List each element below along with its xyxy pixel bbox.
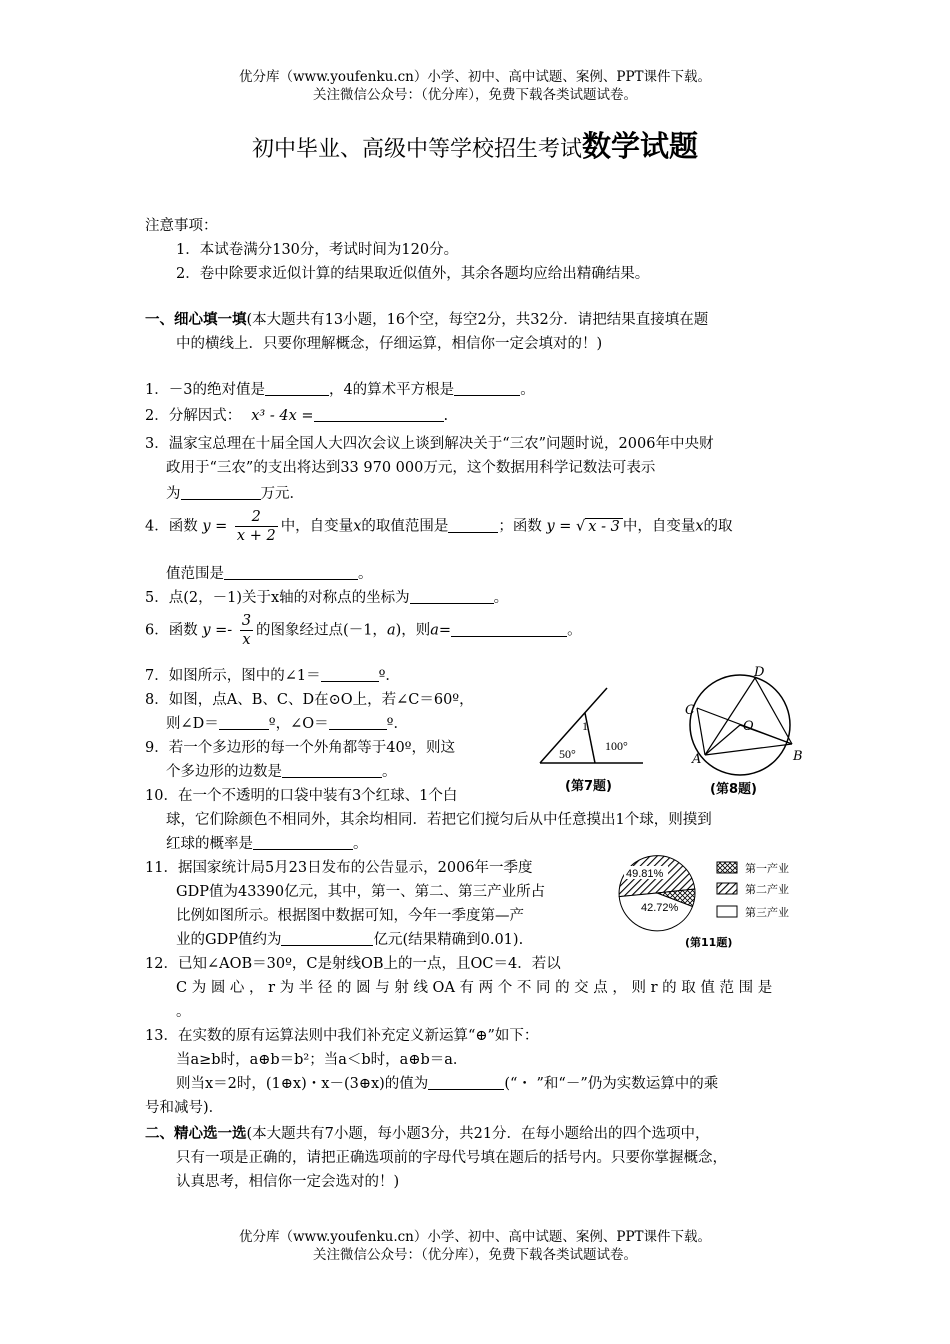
q4-denominator: x + 2 bbox=[236, 528, 276, 544]
q4-text-f: 的取 bbox=[703, 518, 733, 535]
q4-line2 bbox=[166, 564, 373, 584]
note-item-1: 1．本试卷满分130分，考试时间为120分。 bbox=[176, 242, 459, 258]
q9-line1: 9．若一个多边形的每一个外角都等于40º，则这 bbox=[145, 740, 455, 756]
q4-text-a: 4．函数 bbox=[145, 518, 198, 535]
section1-desc1: (本大题共有13小题，16个空，每空2分，共32分．请把结果直接填在题 bbox=[246, 312, 709, 328]
q4-text-d: ；函数 bbox=[498, 518, 542, 535]
question-1 bbox=[145, 380, 535, 400]
q11-line1: 11．据国家统计局5月23日发布的公告显示，2006年一季度 bbox=[145, 860, 533, 876]
q11-text-b: 亿元(结果精确到0.01). bbox=[373, 932, 524, 948]
q8-text-c: º． bbox=[386, 716, 408, 732]
section1-desc2: 中的横线上．只要你理解概念，仔细运算，相信你一定会填对的！) bbox=[176, 336, 603, 352]
legend-swatch-tertiary bbox=[717, 906, 737, 917]
q13-line1: 13．在实数的原有运算法则中我们补充定义新运算“⊕”如下： bbox=[145, 1028, 539, 1044]
footer-line-2: 关注微信公众号：（优分库），免费下载各类试题试卷。 bbox=[313, 1247, 637, 1263]
q8-line2 bbox=[166, 714, 408, 734]
q13-line2: 当a≥b时，a⊕b＝b²；当a＜b时，a⊕b＝a． bbox=[176, 1052, 468, 1068]
fig8-label-c: C bbox=[685, 703, 695, 718]
header-line-2: 关注微信公众号：（优分库），免费下载各类试题试卷。 bbox=[313, 87, 637, 103]
legend-swatch-primary bbox=[717, 862, 737, 873]
q7-end: º． bbox=[378, 668, 400, 684]
q4-line2-text: 值范围是 bbox=[166, 566, 224, 582]
q4-fraction bbox=[235, 508, 278, 545]
pie-label-42: 42.72% bbox=[641, 902, 679, 914]
legend-tertiary: 第三产业 bbox=[745, 906, 789, 919]
section1-heading: 一、细心填一填 bbox=[145, 311, 247, 328]
q6-a2-symbol: a bbox=[430, 622, 439, 639]
fig11-caption: (第11题) bbox=[685, 936, 733, 949]
q11-blank[interactable] bbox=[281, 931, 373, 946]
q13-text-a: 则当x＝2时，(1⊕x)・x－(3⊕x)的值为 bbox=[176, 1076, 429, 1092]
q10-line3 bbox=[166, 834, 368, 854]
q10-text-b: 。 bbox=[353, 836, 368, 852]
q13-text-b: (“・ ”和“－”仍为实数运算中的乘 bbox=[504, 1076, 719, 1092]
fig7-angle-1: 1 bbox=[582, 719, 588, 733]
figure-8 bbox=[680, 660, 820, 800]
fig8-label-b: B bbox=[793, 749, 803, 764]
q6-denominator: x bbox=[242, 632, 251, 648]
q3-blank[interactable] bbox=[181, 485, 261, 500]
fig8-caption: (第8题) bbox=[710, 782, 757, 797]
section2-heading: 二、精心选一选 bbox=[145, 1125, 247, 1142]
q9-line2 bbox=[166, 762, 397, 782]
q4-radicand: x - 3 bbox=[585, 518, 623, 535]
section2-desc3: 认真思考，相信你一定会选对的！) bbox=[176, 1174, 400, 1190]
q12-line2: C 为 圆 心 ， r 为 半 径 的 圆 与 射 线 OA 有 两 个 不 同 的 交 点 ， 则 r 的 取 值 范 围 是 bbox=[176, 980, 773, 996]
q11-line4 bbox=[176, 930, 523, 950]
fig7-angle-50: 50° bbox=[559, 747, 576, 761]
fig8-label-a: A bbox=[692, 752, 702, 767]
fig8-label-o: O bbox=[743, 719, 754, 734]
header-line-1: 优分库（www.youfenku.cn）小学、初中、高中试题、案例、PPT课件下载。 bbox=[238, 69, 712, 85]
q4-line2-end: 。 bbox=[358, 566, 373, 582]
section2-line1 bbox=[145, 1124, 710, 1144]
notes-heading: 注意事项： bbox=[145, 218, 218, 234]
q3-line2: 政用于“三农”的支出将达到33 970 000万元，这个数据用科学记数法可表示 bbox=[166, 460, 656, 476]
q2-blank[interactable] bbox=[314, 407, 444, 422]
q8-blank-2[interactable] bbox=[329, 715, 387, 730]
fig7-angle-100: 100° bbox=[605, 739, 628, 753]
q1-blank-2[interactable] bbox=[454, 381, 520, 396]
legend-swatch-secondary bbox=[717, 883, 737, 894]
q6-text-d: = bbox=[438, 622, 452, 639]
q11-line3: 比例如图所示。根据图中数据可知，今年一季度第—产 bbox=[176, 908, 524, 924]
q6-blank[interactable] bbox=[451, 622, 567, 637]
figure-11 bbox=[615, 848, 805, 953]
page-title bbox=[0, 124, 950, 165]
question-6 bbox=[145, 612, 582, 649]
q5-text: 5．点(2，－1)关于x轴的对称点的坐标为 bbox=[145, 590, 410, 606]
q10-blank[interactable] bbox=[253, 835, 353, 850]
title-suffix: 数学试题 bbox=[582, 129, 699, 163]
q2-end: . bbox=[443, 408, 449, 424]
note-item-2: 2．卷中除要求近似计算的结果取近似值外，其余各题均应给出精确结果。 bbox=[176, 266, 650, 282]
q9-blank[interactable] bbox=[282, 763, 382, 778]
q12-line3: 。 bbox=[176, 1004, 191, 1020]
fig7-caption: (第7题) bbox=[565, 779, 612, 794]
q1-text-b: ，4的算术平方根是 bbox=[328, 382, 455, 398]
question-5 bbox=[145, 588, 508, 608]
q6-text-b: 的图象经过点(－1， bbox=[256, 622, 387, 639]
q6-fraction bbox=[240, 612, 253, 649]
q8-line1: 8．如图，点A、B、C、D在⊙O上，若∠C＝60º， bbox=[145, 692, 474, 708]
q4-x-symbol: x bbox=[353, 518, 362, 535]
q5-blank[interactable] bbox=[410, 589, 494, 604]
q6-text-a: 6．函数 bbox=[145, 622, 198, 639]
q11-text-a: 业的GDP值约为 bbox=[176, 932, 282, 948]
legend-secondary: 第二产业 bbox=[745, 883, 789, 896]
q4-blank-1[interactable] bbox=[448, 518, 498, 533]
q6-y-symbol: y =- bbox=[202, 622, 233, 639]
q6-end: 。 bbox=[567, 622, 582, 639]
q2-text: 2．分解因式： bbox=[145, 408, 242, 424]
q12-line1: 12．已知∠AOB＝30º，C是射线OB上的一点，且OC＝4．若以 bbox=[145, 956, 561, 972]
q6-numerator: 3 bbox=[241, 613, 252, 629]
question-7 bbox=[145, 666, 400, 686]
q10-text-a: 红球的概率是 bbox=[166, 836, 253, 852]
q4-text-e: 中，自变量 bbox=[622, 518, 696, 535]
q5-end: 。 bbox=[493, 590, 509, 606]
q7-blank[interactable] bbox=[321, 667, 379, 682]
section1-line1 bbox=[145, 310, 708, 330]
q2-expression: x³ - 4x = bbox=[251, 408, 314, 424]
fig8-label-d: D bbox=[754, 665, 765, 680]
q1-blank-1[interactable] bbox=[265, 381, 329, 396]
pie-label-49: 49.81% bbox=[626, 868, 664, 880]
q8-blank-1[interactable] bbox=[219, 715, 269, 730]
q3-line1: 3．温家宝总理在十届全国人大四次会议上谈到解决关于“三农”问题时说，2006年中央财 bbox=[145, 436, 714, 452]
q3-text-a: 为 bbox=[166, 486, 181, 502]
q13-line4: 号和减号)． bbox=[145, 1100, 224, 1116]
q11-line2: GDP值为43390亿元，其中，第一、第二、第三产业所占 bbox=[176, 884, 546, 900]
q8-text-a: 则∠D＝ bbox=[166, 716, 219, 732]
q4-y-symbol: y = bbox=[202, 518, 228, 535]
q4-text-c: 的取值范围是 bbox=[361, 518, 449, 535]
q8-text-b: º，∠O＝ bbox=[268, 716, 329, 732]
q3-text-b: 万元． bbox=[260, 486, 304, 502]
q7-text: 7．如图所示，图中的∠1＝ bbox=[145, 668, 321, 684]
q9-text-a: 个多边形的边数是 bbox=[166, 764, 282, 780]
figure-7 bbox=[535, 680, 650, 800]
q10-line1: 10．在一个不透明的口袋中装有3个红球、1个白 bbox=[145, 788, 458, 804]
q6-a-symbol: a bbox=[386, 622, 396, 639]
q9-text-b: 。 bbox=[382, 764, 397, 780]
q13-blank[interactable] bbox=[428, 1075, 504, 1090]
question-2 bbox=[145, 406, 448, 426]
q4-y2-symbol: y = bbox=[546, 518, 572, 535]
legend-primary: 第一产业 bbox=[745, 862, 789, 875]
q1-text-a: 1．－3的绝对值是 bbox=[145, 382, 265, 398]
question-4: 4．函数 y = $\frac{2}{x + 2}$ 中，自变量x的取值范围是 ；函数 y = √ x - 3 中，自变量x的取 bbox=[145, 509, 733, 544]
q4-x2-symbol: x bbox=[695, 518, 704, 535]
q4-numerator: 2 bbox=[235, 508, 278, 527]
footer-line-1: 优分库（www.youfenku.cn）小学、初中、高中试题、案例、PPT课件下载。 bbox=[238, 1229, 712, 1245]
q3-line3 bbox=[166, 484, 304, 504]
q6-text-c: )，则 bbox=[395, 622, 431, 639]
section2-desc2: 只有一项是正确的，请把正确选项前的字母代号填在题后的括号内。只要你掌握概念， bbox=[176, 1150, 727, 1166]
q1-text-c: 。 bbox=[520, 382, 535, 398]
section2-desc1: (本大题共有7小题，每小题3分，共21分．在每小题给出的四个选项中， bbox=[246, 1126, 710, 1142]
q4-text-b: 中，自变量 bbox=[280, 518, 354, 535]
q10-line2: 球，它们除颜色不相同外，其余均相同．若把它们搅匀后从中任意摸出1个球，则摸到 bbox=[166, 812, 712, 828]
title-prefix: 初中毕业、高级中等学校招生考试 bbox=[251, 137, 582, 162]
q4-blank-2[interactable] bbox=[224, 565, 358, 580]
q13-line3 bbox=[176, 1074, 718, 1094]
